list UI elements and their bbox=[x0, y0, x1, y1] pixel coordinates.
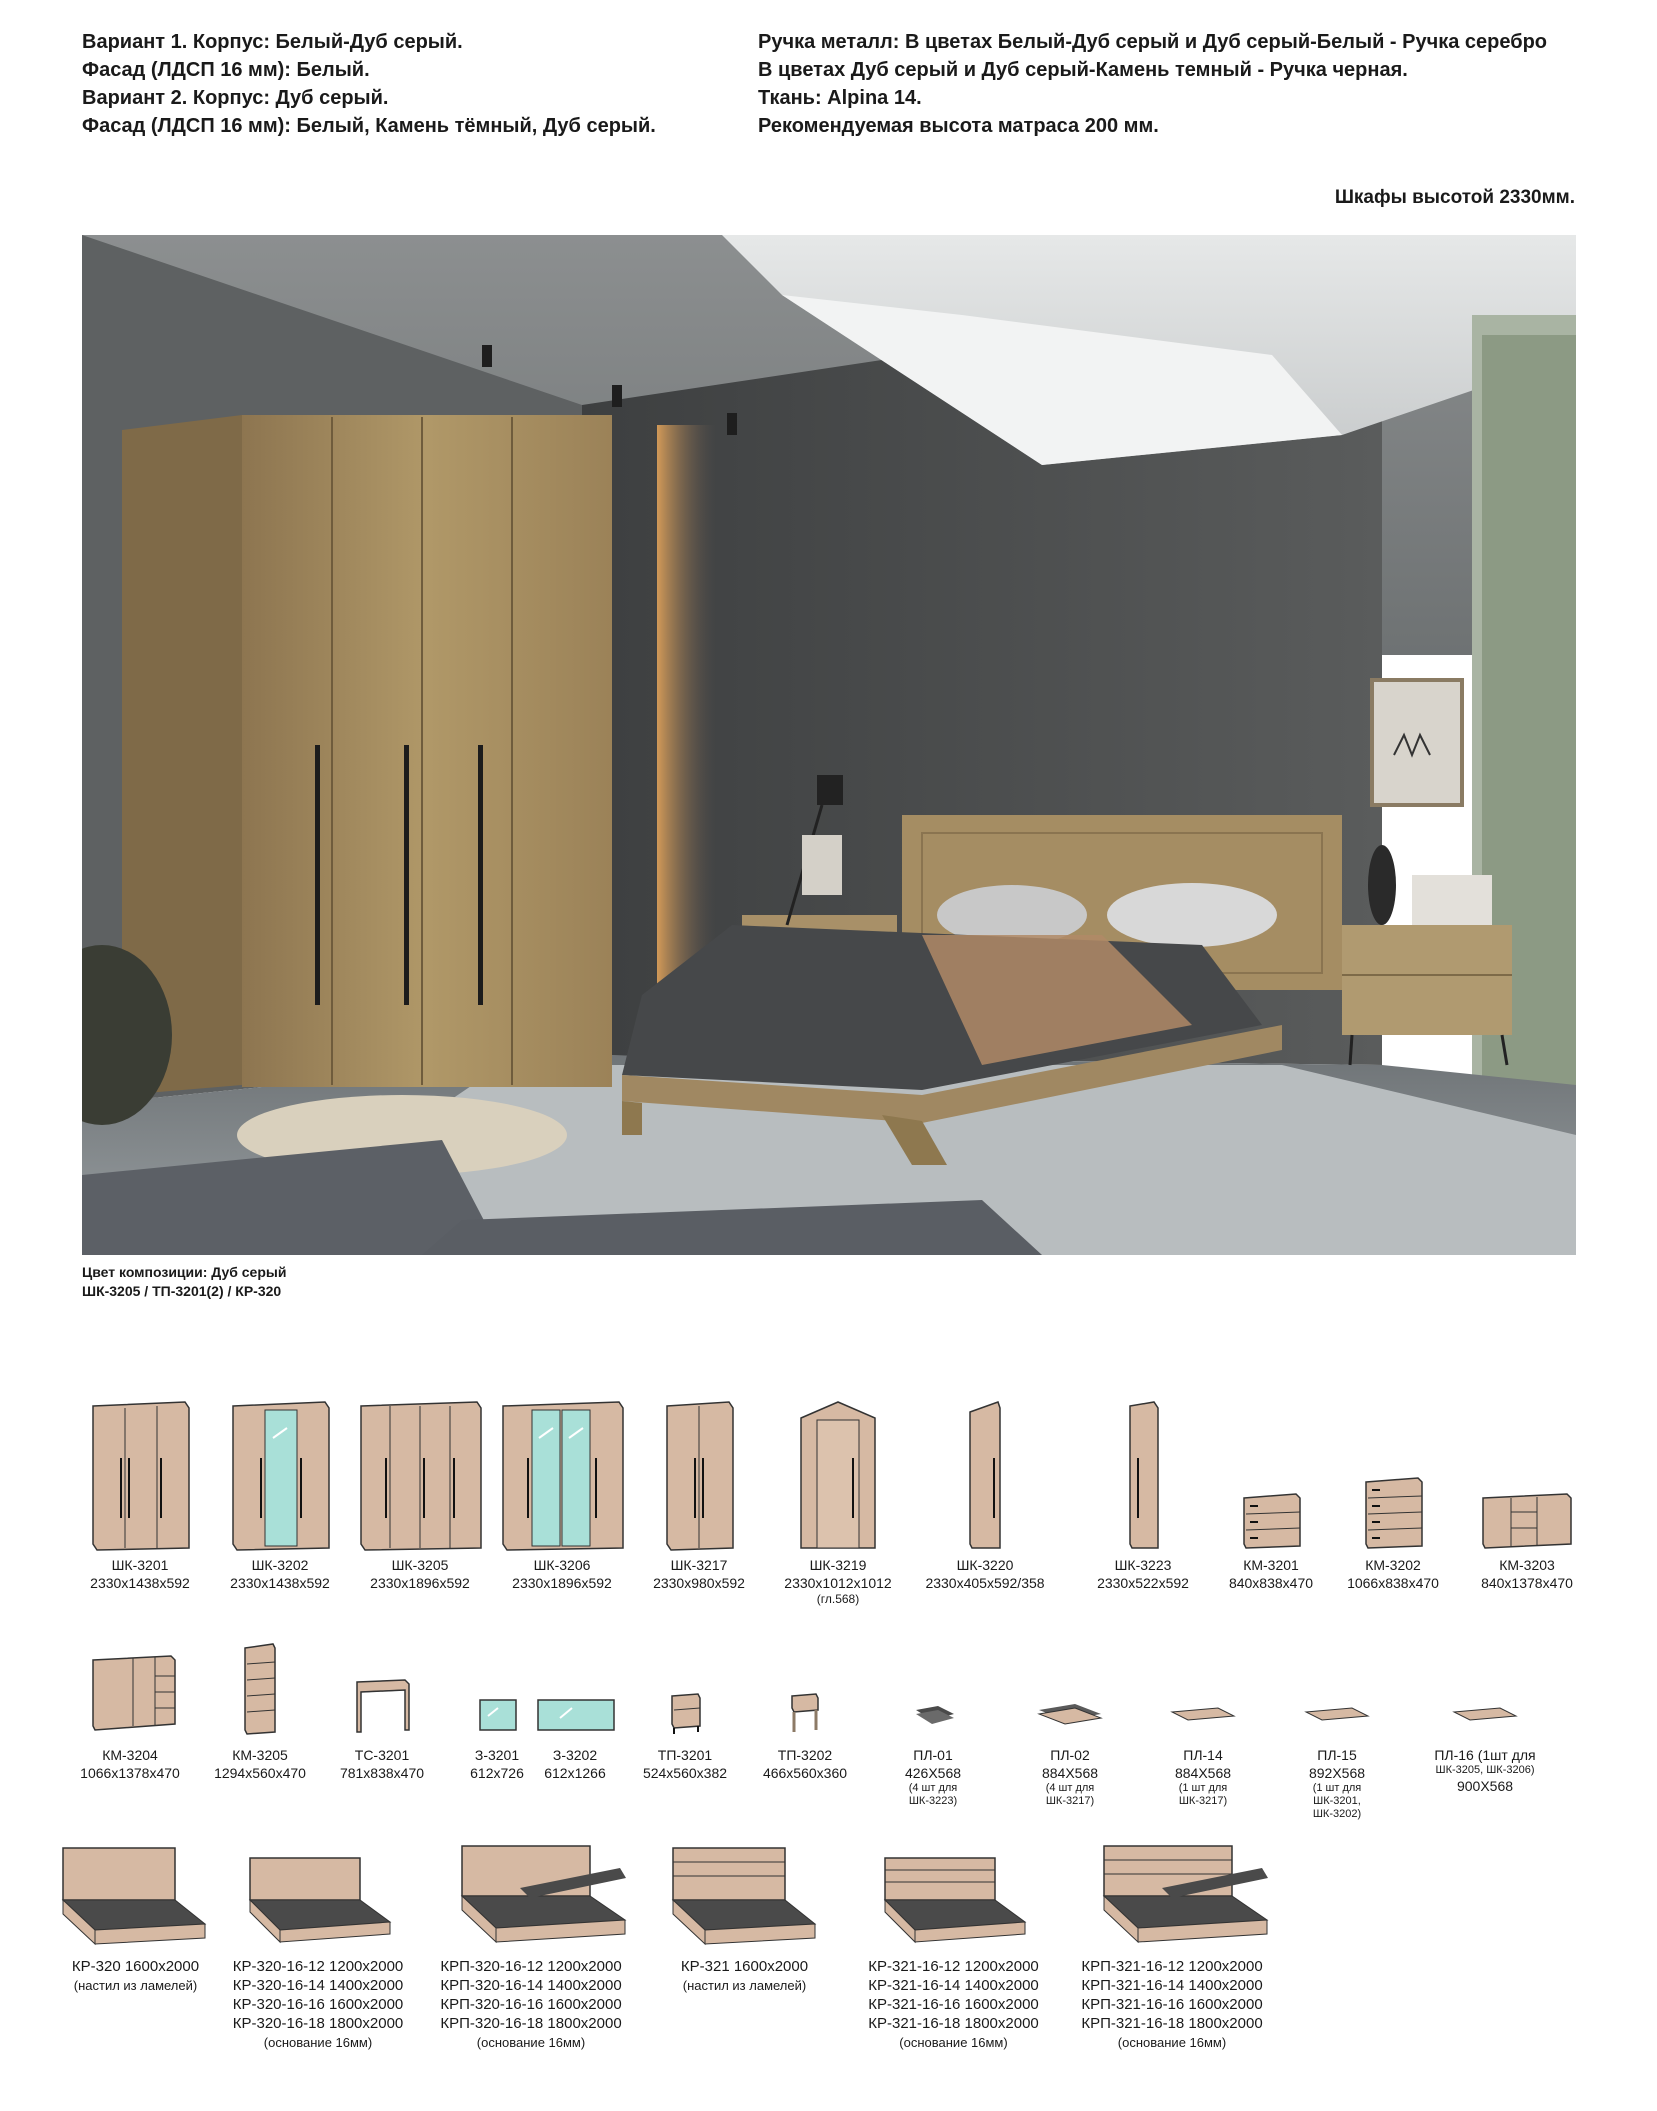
bed-caption-kr-320 bbox=[58, 1957, 213, 1995]
shelf-stack-icon bbox=[898, 1640, 968, 1740]
handles-text bbox=[758, 28, 1547, 140]
bed-line: КРП-321-16-18 1800x2000 bbox=[1081, 2015, 1263, 2032]
bed-line: (основание 16мм) bbox=[263, 2035, 373, 2050]
bed-line: КР-321-16-16 1600x2000 bbox=[868, 1996, 1039, 2013]
product-shk-3205 bbox=[345, 1398, 495, 1592]
product-dimensions: 840x1378x470 bbox=[1481, 1575, 1573, 1591]
product-code: КМ-3201 bbox=[1243, 1557, 1299, 1573]
product-dimensions: 781x838x470 bbox=[339, 1765, 425, 1781]
product-code: ШК-3220 bbox=[956, 1557, 1014, 1573]
product-code: ТП-3201 bbox=[657, 1747, 713, 1763]
product-code: КМ-3204 bbox=[102, 1747, 158, 1763]
product-code: З-3202 bbox=[552, 1747, 598, 1763]
header-right-line: В цветах Дуб серый и Дуб серый-Камень темный - Ручка черная. bbox=[758, 59, 1408, 81]
wardrobe-3-door-icon bbox=[85, 1398, 195, 1550]
product-dimensions: 2330x1438x592 bbox=[230, 1575, 330, 1591]
product-shk-3217 bbox=[624, 1398, 774, 1592]
product-code: ШК-3223 bbox=[1114, 1557, 1172, 1573]
chest-3-drawer-icon bbox=[1236, 1398, 1306, 1550]
bed-line: КР-320-16-18 1800x2000 bbox=[232, 2015, 404, 2032]
product-shk-3202 bbox=[205, 1398, 355, 1592]
bed-kr-320-icon bbox=[55, 1840, 215, 1950]
bed-caption-krp-321 bbox=[1068, 1957, 1276, 2052]
product-code: ШК-3205 bbox=[391, 1557, 449, 1573]
bed-line: (основание 16мм) bbox=[1117, 2035, 1227, 2050]
product-dimensions: 2330x1438x592 bbox=[90, 1575, 190, 1591]
bed-caption-kr-321-16 bbox=[856, 1957, 1051, 2052]
product-dimensions: 884X568 bbox=[1174, 1765, 1232, 1781]
bed-line: КРП-320-16-12 1200x2000 bbox=[440, 1958, 622, 1975]
product-pl-01 bbox=[858, 1640, 1008, 1808]
dressing-table-icon bbox=[337, 1640, 427, 1740]
product-dimensions: 524x560x382 bbox=[642, 1765, 728, 1781]
bed-line: (настил из ламелей) bbox=[682, 1978, 807, 1993]
product-pl-02 bbox=[995, 1640, 1145, 1808]
product-code: ШК-3217 bbox=[670, 1557, 728, 1573]
product-shk-3220 bbox=[910, 1398, 1060, 1592]
product-shk-3219 bbox=[763, 1398, 913, 1606]
single-door-wardrobe-icon bbox=[1118, 1398, 1168, 1550]
product-code: ШК-3202 bbox=[251, 1557, 309, 1573]
bed-line: (настил из ламелей) bbox=[73, 1978, 198, 1993]
product-note: (4 шт для ШК-3223) bbox=[908, 1782, 958, 1807]
product-code: ШК-3219 bbox=[809, 1557, 867, 1573]
product-dimensions: 2330x1896x592 bbox=[512, 1575, 612, 1591]
product-dimensions: 1066x838x470 bbox=[1347, 1575, 1439, 1591]
header-right-line: Рекомендуемая высота матраса 200 мм. bbox=[758, 115, 1159, 137]
variant-text bbox=[82, 28, 656, 140]
bed-kr-321-16-icon bbox=[875, 1850, 1035, 1950]
product-dimensions: 426X568 bbox=[904, 1765, 962, 1781]
product-shk-3206 bbox=[487, 1398, 637, 1592]
product-code: ШК-3206 bbox=[533, 1557, 591, 1573]
bed-line: КРП-321-16-12 1200x2000 bbox=[1081, 1958, 1263, 1975]
wardrobe-height-note: Шкафы высотой 2330мм. bbox=[1334, 187, 1575, 208]
tall-chest-icon bbox=[225, 1640, 295, 1740]
wardrobe-4-door-icon bbox=[355, 1398, 485, 1550]
product-code: ШК-3201 bbox=[111, 1557, 169, 1573]
corner-wardrobe-icon bbox=[793, 1398, 883, 1550]
bed-line: КРП-320-16-16 1600x2000 bbox=[440, 1996, 622, 2013]
bed-line: КР-321 1600x2000 bbox=[680, 1958, 809, 1975]
product-dimensions: 892X568 bbox=[1308, 1765, 1366, 1781]
product-code: ПЛ-02 bbox=[1050, 1747, 1090, 1763]
bed-line: КР-320-16-16 1600x2000 bbox=[232, 1996, 404, 2013]
sideboard-wide-icon bbox=[75, 1640, 185, 1740]
wardrobe-mirror-4-door-icon bbox=[497, 1398, 627, 1550]
product-code: ПЛ-01 bbox=[913, 1747, 953, 1763]
product-code: ТС-3201 bbox=[354, 1747, 410, 1763]
product-dimensions: ШК-3205, ШК-3206) bbox=[1435, 1764, 1535, 1776]
product-dimensions: 2330x522x592 bbox=[1097, 1575, 1189, 1591]
bed-caption-krp-320 bbox=[428, 1957, 634, 2052]
product-code: КМ-3205 bbox=[232, 1747, 288, 1763]
bed-line: (основание 16мм) bbox=[899, 2035, 1008, 2050]
bed-line: КР-320 1600x2000 bbox=[71, 1958, 200, 1975]
bed-krp-320-lift-icon bbox=[450, 1838, 640, 1950]
product-dimensions: 2330x980x592 bbox=[653, 1575, 745, 1591]
bed-kr-320-16-icon bbox=[240, 1850, 400, 1950]
header-left-line: Фасад (ЛДСП 16 мм): Белый, Камень тёмный, Дуб серый. bbox=[82, 115, 656, 137]
product-note: (1 шт для ШК-3201, ШК-3202) bbox=[1312, 1782, 1362, 1820]
bed-krp-321-lift-icon bbox=[1092, 1838, 1282, 1950]
product-shk-3201 bbox=[65, 1398, 215, 1592]
bed-caption-kr-320-16 bbox=[222, 1957, 414, 2052]
product-km-3202 bbox=[1318, 1398, 1468, 1592]
product-dimensions: 612x1266 bbox=[544, 1765, 606, 1781]
bed-line: КР-321-16-14 1400x2000 bbox=[868, 1977, 1039, 1994]
product-dimensions: 466x560x360 bbox=[762, 1765, 848, 1781]
shelf-stack-icon bbox=[1025, 1640, 1115, 1740]
product-dimensions: 612x726 bbox=[470, 1765, 524, 1781]
photo-caption-items: ШК-3205 / ТП-3201(2) / КР-320 bbox=[82, 1283, 282, 1299]
header-left-line: Вариант 2. Корпус: Дуб серый. bbox=[82, 87, 389, 109]
shelf-icon bbox=[1292, 1640, 1382, 1740]
product-code: КМ-3203 bbox=[1499, 1557, 1555, 1573]
bedside-table-icon bbox=[770, 1640, 840, 1740]
product-code: ПЛ-16 (1шт для bbox=[1434, 1747, 1536, 1763]
sideboard-icon bbox=[1477, 1398, 1577, 1550]
product-dimensions: 2330x1896x592 bbox=[370, 1575, 470, 1591]
product-km-3204 bbox=[55, 1640, 205, 1782]
product-note: 900X568 bbox=[1456, 1778, 1514, 1794]
shelf-icon bbox=[1440, 1640, 1530, 1740]
bed-line: КРП-321-16-16 1600x2000 bbox=[1081, 1996, 1263, 2013]
product-dimensions: 2330x405x592/358 bbox=[925, 1575, 1045, 1591]
product-note: (гл.568) bbox=[816, 1592, 860, 1606]
product-km-3203 bbox=[1452, 1398, 1602, 1592]
narrow-wardrobe-icon bbox=[960, 1398, 1010, 1550]
product-dimensions: 1294x560x470 bbox=[214, 1765, 306, 1781]
header-right-line: Ручка металл: В цветах Белый-Дуб серый и Дуб серый-Белый - Ручка серебро bbox=[758, 31, 1548, 53]
nightstand-icon bbox=[650, 1640, 720, 1740]
product-code: ПЛ-15 bbox=[1317, 1747, 1357, 1763]
product-dimensions: 884X568 bbox=[1041, 1765, 1099, 1781]
bed-line: (основание 16мм) bbox=[476, 2035, 586, 2050]
product-note: (4 шт для ШК-3217) bbox=[1045, 1782, 1095, 1807]
product-code: ПЛ-14 bbox=[1183, 1747, 1223, 1763]
product-pl-15 bbox=[1262, 1640, 1412, 1821]
bed-line: КРП-320-16-14 1400x2000 bbox=[440, 1977, 622, 1994]
bed-line: КР-321-16-18 1800x2000 bbox=[868, 2015, 1039, 2032]
wardrobe-mirror-icon bbox=[225, 1398, 335, 1550]
product-dimensions: 840x838x470 bbox=[1228, 1575, 1314, 1591]
shelf-icon bbox=[1158, 1640, 1248, 1740]
header-left-line: Вариант 1. Корпус: Белый-Дуб серый. bbox=[82, 31, 463, 53]
bed-kr-321-icon bbox=[665, 1840, 825, 1950]
header-right-line: Ткань: Alpina 14. bbox=[758, 87, 922, 109]
bed-line: КР-321-16-12 1200x2000 bbox=[868, 1958, 1039, 1975]
product-code: З-3201 bbox=[474, 1747, 520, 1763]
bed-line: КР-320-16-12 1200x2000 bbox=[232, 1958, 404, 1975]
product-dimensions: 1066x1378x470 bbox=[80, 1765, 180, 1781]
wardrobe-2-door-icon bbox=[659, 1398, 739, 1550]
product-note: (1 шт для ШК-3217) bbox=[1178, 1782, 1228, 1807]
chest-4-drawer-icon bbox=[1358, 1398, 1428, 1550]
header-left-line: Фасад (ЛДСП 16 мм): Белый. bbox=[82, 59, 370, 81]
product-code: КМ-3202 bbox=[1365, 1557, 1421, 1573]
photo-caption-color: Цвет композиции: Дуб серый bbox=[82, 1264, 287, 1280]
bed-line: КР-320-16-14 1400x2000 bbox=[232, 1977, 404, 1994]
product-pl-14 bbox=[1128, 1640, 1278, 1808]
bed-line: КРП-320-16-18 1800x2000 bbox=[440, 2015, 622, 2032]
bed-line: КРП-321-16-14 1400x2000 bbox=[1081, 1977, 1263, 1994]
bed-caption-kr-321 bbox=[667, 1957, 822, 1995]
product-pl-16 bbox=[1400, 1640, 1570, 1795]
bedroom-photo bbox=[82, 235, 1576, 1255]
product-code: ТП-3202 bbox=[777, 1747, 833, 1763]
product-dimensions: 2330x1012x1012 bbox=[784, 1575, 892, 1591]
